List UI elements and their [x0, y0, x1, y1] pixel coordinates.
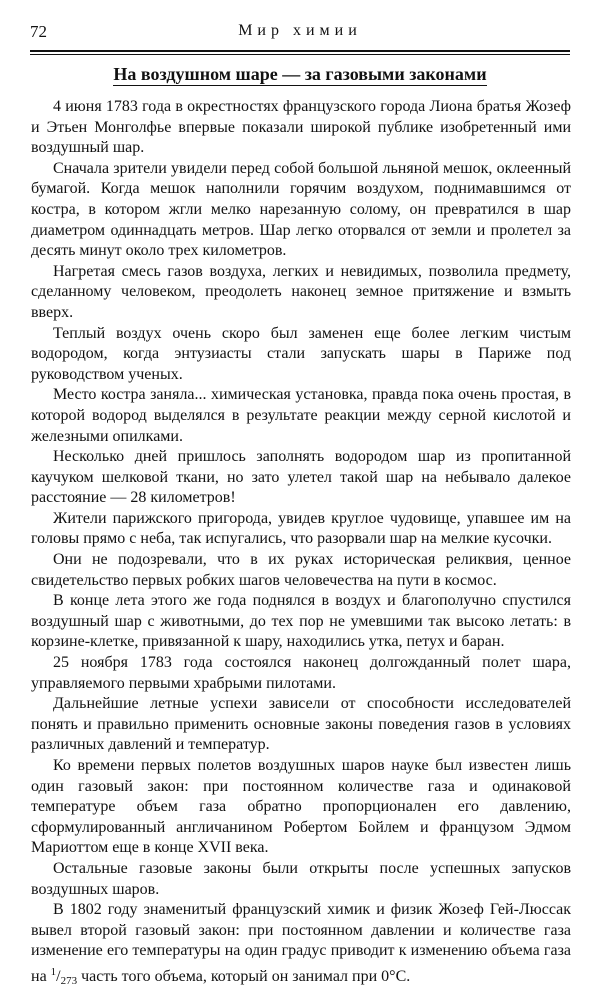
last-paragraph-end: часть того объема, который он занимал при 0°С. [77, 967, 411, 985]
article-body [31, 97, 571, 992]
paragraph: В конце лета этого же года поднялся в воздух и благополучно спустился воздушный шар с животными, до тех пор не умевшими так высоко летать: в корзине-клетке, привязанной к шару, находились утка, петух и баран. [31, 592, 571, 651]
page-header [30, 18, 570, 52]
paragraph: Несколько дней пришлось заполнять водородом шар из пропитанной каучуком шелковой ткани, но зато улетел такой шар на небывало далекое расстояние — 28 километров! [31, 448, 571, 507]
paragraph: Они не подозревали, что в их руках историческая реликвия, ценное свидетельство первых робких шагов человечества на пути в космос. [31, 551, 571, 589]
fraction-denominator: 273 [60, 974, 78, 987]
paragraph: 25 ноября 1783 года состоялся наконец долгожданный полет шара, управляемого первыми храбрыми пилотами. [31, 654, 571, 692]
fraction-numerator: 1 [50, 965, 57, 978]
article-title-wrap [30, 63, 570, 86]
paragraph: 4 июня 1783 года в окрестностях французского города Лиона братья Жозеф и Этьен Монголфье впервые показали широкой публике изобретенный ими воздушный шар. [31, 98, 571, 157]
paragraph: Жители парижского пригорода, увидев круглое чудовище, упавшее им на головы прямо с неба, так испугались, что разорвали шар на мелкие кусочки. [31, 509, 571, 548]
article-title: На воздушном шаре — за газовыми законами [113, 64, 487, 84]
paragraph: Место костра заняла... химическая установка, правда пока очень простая, в которой водород выделялся в результате реакции между серной кислотой и железными опилками. [31, 386, 571, 445]
page-number: 72 [30, 22, 47, 41]
paragraph: Ко времени первых полетов воздушных шаров науке был известен лишь один газовый закон: при постоянном количестве газа и одинаковой температуре объем газа обратно пропорционален его давлению, сформулированный англичанином Робертом Бойлем и французом Эдмом Мариоттом еще в конце XVII века. [31, 757, 571, 857]
paragraph: Теплый воздух очень скоро был заменен еще более легким чистым водородом, когда энтузиасты стали запускать шары в Париже под руководством ученых. [31, 324, 571, 383]
header-rule-thick [30, 50, 570, 52]
paragraph-last [31, 900, 571, 991]
fraction-slash: / [56, 967, 61, 985]
paragraph: Дальнейшие летные успехи зависели от способности исследователей понять и правильно применить основные законы поведения газов в условиях различных давлений и температур. [31, 695, 571, 754]
last-paragraph-start: В 1802 году знаменитый французский химик и физик Жозеф Гей-Люссак вывел второй газовый закон: при постоянном давлении и количестве газа изменение его температуры на один градус приводит к изменению объема газа на [31, 901, 571, 985]
paragraph: Остальные газовые законы были открыты после успешных запусков воздушных шаров. [31, 859, 571, 898]
header-rule-thin [30, 54, 570, 55]
paragraph: Сначала зрители увидели перед собой большой льняной мешок, оклеенный бумагой. Когда мешок наполнили горячим воздухом, поднимавшимся от костра, в котором жгли мелко нарезанную солому, он превратился в шар диаметром одиннадцать метров. Шар легко оторвался от земли и пролетел за десять минут около трех километров. [31, 159, 571, 260]
running-title: Мир химии [238, 22, 362, 39]
paragraph: Нагретая смесь газов воздуха, легких и невидимых, позволила предмету, сделанному человеком, преодолеть наконец земное притяжение и взмыть вверх. [31, 262, 571, 321]
